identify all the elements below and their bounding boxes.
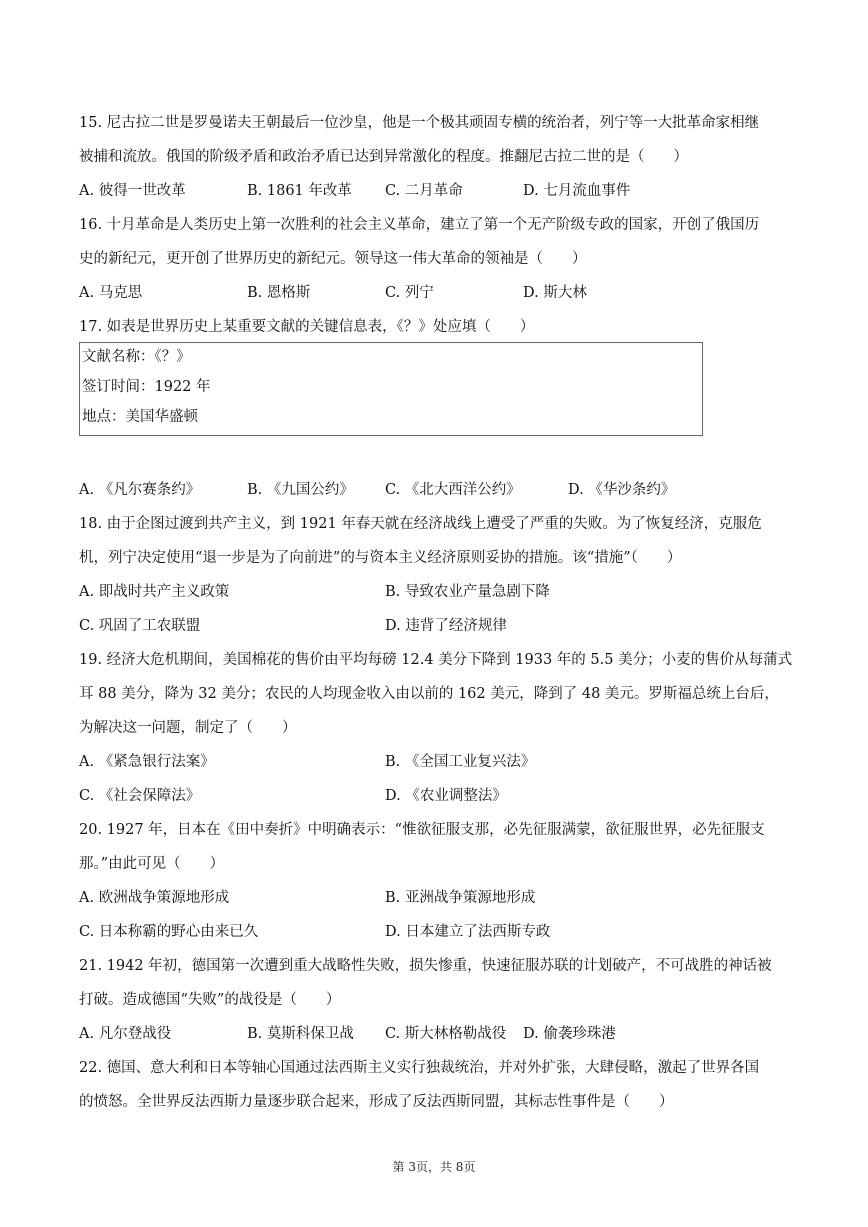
- question-19-line-2: 耳 88 美分，降为 32 美分；农民的人均现金收入由以前的 162 美元，降到了 48 美元。罗斯福总统上台后，: [79, 686, 779, 702]
- question-16-stem: [79, 208, 799, 276]
- page-number-footer: 第 3页，共 8页: [392, 1160, 476, 1174]
- option-a: A. 《紧急银行法案》: [79, 754, 215, 770]
- question-15-line-2: 被捕和流放。俄国的阶级矛盾和政治矛盾已达到异常激化的程度。推翻尼古拉二世的是（ ）: [79, 149, 688, 165]
- option-c: C. 《社会保障法》: [79, 788, 201, 804]
- question-16-line-1: 16. 十月革命是人类历史上第一次胜利的社会主义革命，建立了第一个无产阶级专政的国家，开创了俄国历: [79, 217, 760, 233]
- option-c: C. 斯大林格勒战役: [385, 1026, 507, 1042]
- option-b: B. 亚洲战争策源地形成: [385, 890, 536, 906]
- question-20-options-row-1: [79, 881, 799, 915]
- question-17-line-1: 17. 如表是世界历史上某重要文献的关键信息表，《？》处应填（ ）: [79, 319, 535, 335]
- option-c: C. 巩固了工农联盟: [79, 618, 201, 634]
- question-19-line-1: 19. 经济大危机期间，美国棉花的售价由平均每磅 12.4 美分下降到 1933 年的 5.5 美分；小麦的售价从每蒲式: [79, 652, 793, 668]
- option-a: A. 凡尔登战役: [79, 1026, 172, 1042]
- question-19-stem: [79, 643, 799, 745]
- question-20-stem: [79, 813, 799, 881]
- question-20-options-row-2: [79, 915, 799, 949]
- question-15-line-1: 15. 尼古拉二世是罗曼诺夫王朝最后一位沙皇，他是一个极其顽固专横的统治者，列宁等一大批革命家相继: [79, 115, 760, 131]
- question-15-options: [79, 174, 799, 208]
- option-b: B. 导致农业产量急剧下降: [385, 584, 550, 600]
- option-b: B. 莫斯科保卫战: [247, 1026, 354, 1042]
- question-18-options-row-2: [79, 609, 799, 643]
- option-c: C. 二月革命: [385, 183, 463, 199]
- option-a: A. 马克思: [79, 285, 143, 301]
- question-19-options-row-1: [79, 745, 799, 779]
- question-16-options: [79, 276, 799, 310]
- question-21-options: [79, 1017, 799, 1051]
- option-d: D. 《华沙条约》: [568, 482, 676, 498]
- document-info-table: [79, 342, 703, 436]
- question-20-line-1: 20. 1927 年，日本在《田中奏折》中明确表示：“惟欲征服支那，必先征服满蒙，欲征服世界，必先征服支: [79, 822, 765, 838]
- option-d: D. 《农业调整法》: [385, 788, 507, 804]
- option-d: D. 日本建立了法西斯专政: [385, 924, 551, 940]
- option-c: C. 列宁: [385, 285, 434, 301]
- info-row-date: 签订时间：1922 年: [82, 379, 211, 395]
- question-20-line-2: 那。”由此可见（ ）: [79, 856, 225, 872]
- question-22-line-1: 22. 德国、意大利和日本等轴心国通过法西斯主义实行独裁统治，并对外扩张，大肆侵略，激起了世界各国: [79, 1060, 760, 1076]
- option-a: A. 即战时共产主义政策: [79, 584, 230, 600]
- question-21-line-2: 打破。造成德国“失败”的战役是（ ）: [79, 992, 341, 1008]
- option-c: C. 《北大西洋公约》: [385, 482, 521, 498]
- question-18-options-row-1: [79, 575, 799, 609]
- question-21-stem: [79, 949, 799, 1017]
- option-b: B. 1861 年改革: [247, 183, 352, 199]
- question-19-options-row-2: [79, 779, 799, 813]
- question-18-stem: [79, 507, 799, 575]
- option-b: B. 《九国公约》: [247, 482, 354, 498]
- option-d: D. 七月流血事件: [523, 183, 631, 199]
- info-row-place: 地点：美国华盛顿: [82, 409, 198, 425]
- option-b: B. 《全国工业复兴法》: [385, 754, 536, 770]
- question-21-line-1: 21. 1942 年初，德国第一次遭到重大战略性失败，损失惨重，快速征服苏联的计划破产，不可战胜的神话被: [79, 958, 772, 974]
- question-18-line-1: 18. 由于企图过渡到共产主义，到 1921 年春天就在经济战线上遭受了严重的失败。为了恢复经济，克服危: [79, 516, 762, 532]
- option-b: B. 恩格斯: [247, 285, 311, 301]
- option-a: A. 欧洲战争策源地形成: [79, 890, 230, 906]
- question-16-line-2: 史的新纪元，更开创了世界历史的新纪元。领导这一伟大革命的领袖是（ ）: [79, 251, 587, 267]
- question-18-line-2: 机，列宁决定使用“退一步是为了向前进”的与资本主义经济原则妥协的措施。该“措施”（ ）: [79, 550, 682, 566]
- question-22-line-2: 的愤怒。全世界反法西斯力量逐步联合起来，形成了反法西斯同盟，其标志性事件是（ ）: [79, 1094, 674, 1110]
- option-a: A. 彼得一世改革: [79, 183, 186, 199]
- option-d: D. 斯大林: [523, 285, 587, 301]
- question-15-stem: [79, 106, 799, 174]
- option-d: D. 违背了经济规律: [385, 618, 507, 634]
- question-22-stem: [79, 1051, 799, 1119]
- option-a: A. 《凡尔赛条约》: [79, 482, 201, 498]
- option-c: C. 日本称霸的野心由来已久: [79, 924, 259, 940]
- question-19-line-3: 为解决这一问题，制定了（ ）: [79, 720, 297, 736]
- option-d: D. 偷袭珍珠港: [523, 1026, 616, 1042]
- question-17-options: [79, 473, 799, 507]
- question-17-stem: [79, 310, 799, 344]
- info-row-name: 文献名称：《？》: [82, 349, 191, 365]
